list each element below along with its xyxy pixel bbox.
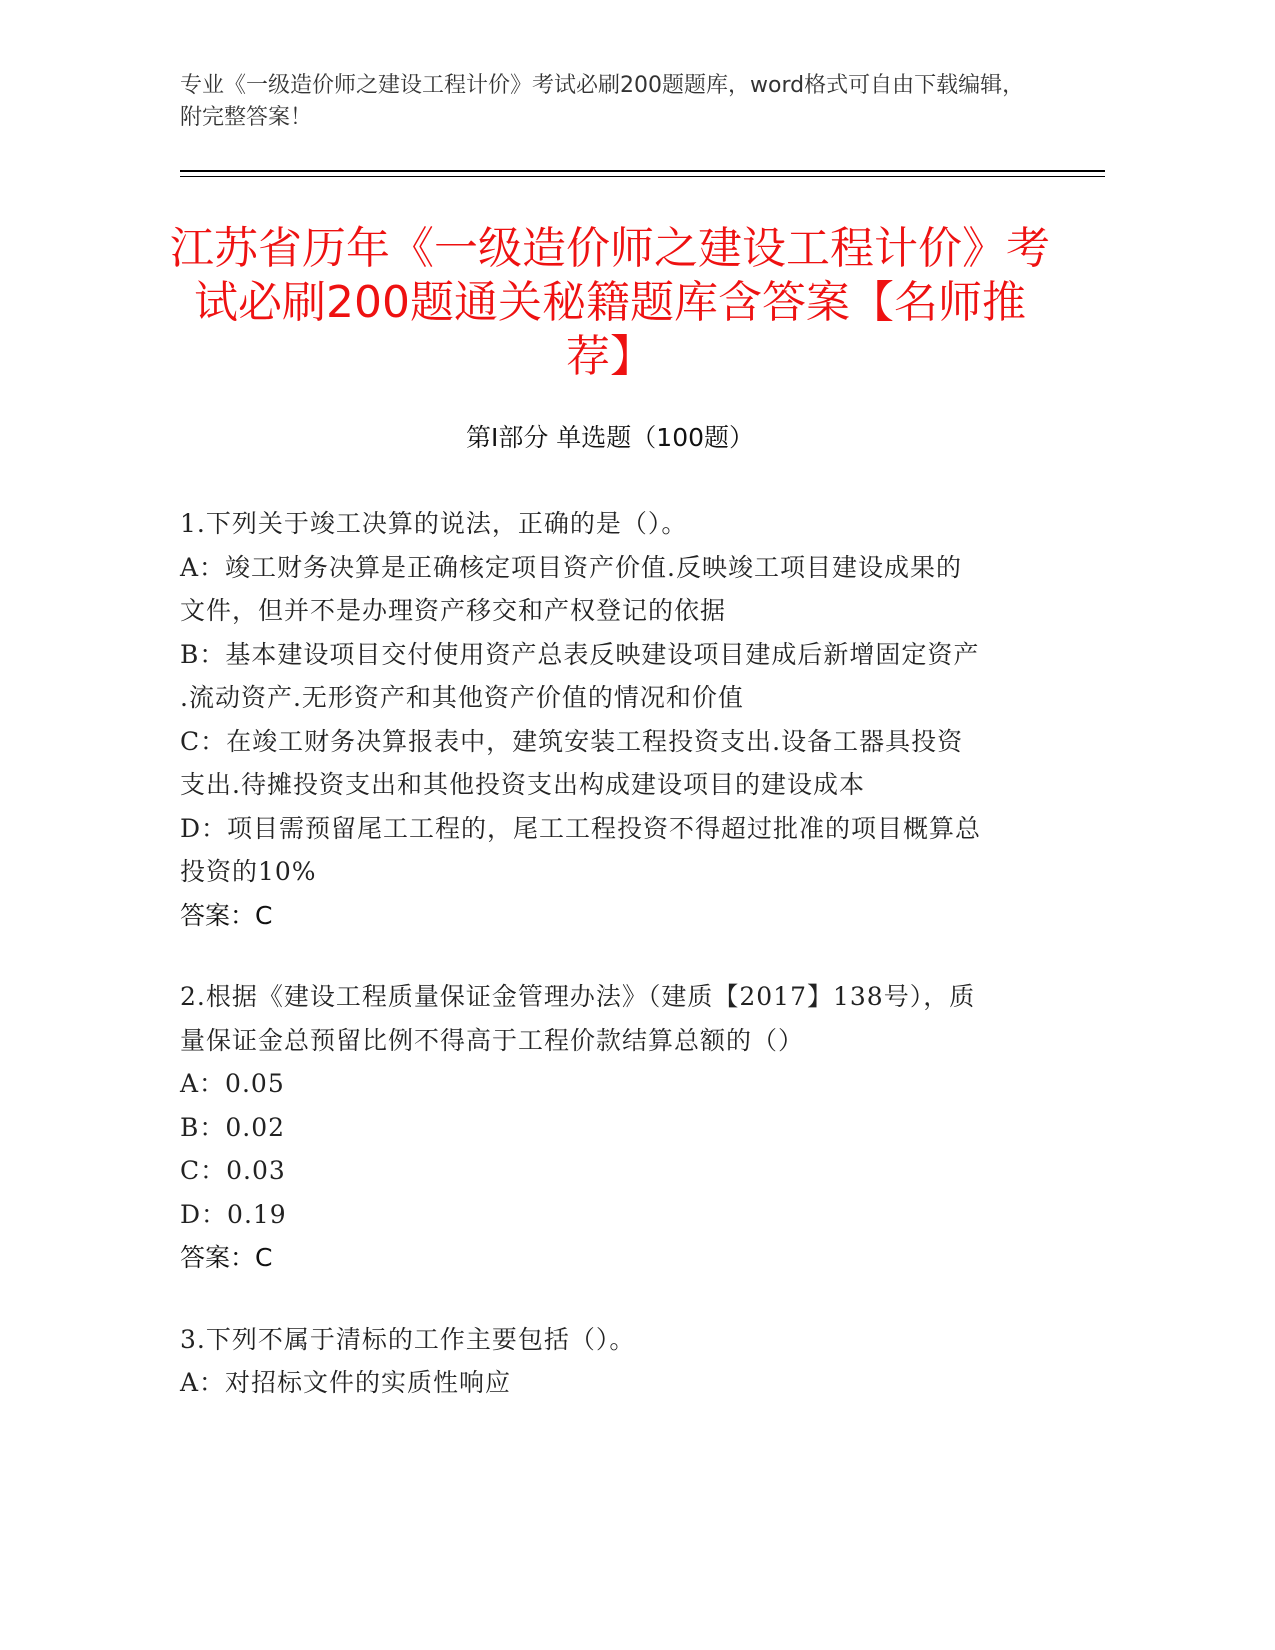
option-d: D：0.19 (180, 1199, 287, 1229)
option-c: C：在竣工财务决算报表中，建筑安装工程投资支出.设备工器具投资 (180, 726, 964, 756)
option-a: A：对招标文件的实质性响应 (180, 1368, 512, 1397)
option-a-continued: 文件，但并不是办理资产移交和产权登记的依据 (180, 596, 727, 625)
question-2 (180, 975, 1040, 1280)
option-d: D：项目需预留尾工工程的，尾工工程投资不得超过批准的项目概算总 (180, 813, 982, 843)
question-stem: 1.下列关于竣工决算的说法，正确的是（）。 (180, 509, 688, 538)
option-a: A：0.05 (180, 1069, 285, 1098)
question-1 (180, 502, 1040, 937)
option-d-continued: 投资的10% (180, 857, 317, 886)
option-c: C：0.03 (180, 1156, 286, 1185)
question-stem: 3.下列不属于清标的工作主要包括（）。 (180, 1324, 636, 1354)
section-heading: 第Ⅰ部分 单选题（100题） (465, 423, 755, 452)
option-a: A：竣工财务决算是正确核定项目资产价值.反映竣工项目建设成果的 (180, 552, 963, 582)
question-3 (180, 1318, 1040, 1405)
header-divider-thin (180, 176, 1105, 177)
answer-line: 答案：C (180, 900, 273, 930)
answer-line: 答案：C (180, 1243, 273, 1272)
header-divider-thick (180, 170, 1105, 172)
question-list (180, 502, 1040, 1443)
question-stem: 2.根据《建设工程质量保证金管理办法》（建质【2017】138号），质 (180, 982, 976, 1011)
option-b: B：0.02 (180, 1112, 286, 1142)
option-c-continued: 支出.待摊投资支出和其他投资支出构成建设项目的建设成本 (180, 770, 865, 799)
document-title: 江苏省历年《一级造价师之建设工程计价》考试必刷200题通关秘籍题库含答案【名师推荐】 (170, 223, 1050, 382)
option-b-continued: .流动资产.无形资产和其他资产价值的情况和价值 (180, 683, 744, 712)
header-note: 专业《一级造价师之建设工程计价》考试必刷200题题库，word格式可自由下载编辑，附完整答案！ (180, 73, 1025, 130)
question-stem-continued: 量保证金总预留比例不得高于工程价款结算总额的（） (180, 1025, 805, 1055)
option-b: B：基本建设项目交付使用资产总表反映建设项目建成后新增固定资产 (180, 639, 980, 669)
